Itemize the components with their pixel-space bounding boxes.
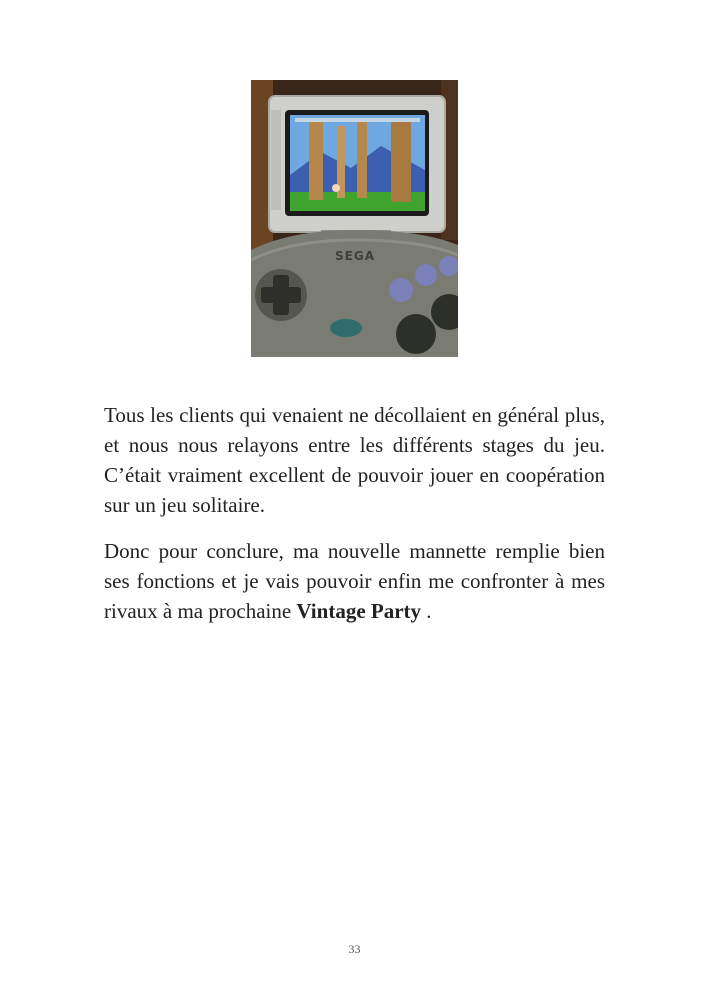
console-controller-photo [251, 80, 458, 357]
page-number: 33 [348, 942, 361, 956]
paragraph-2-text: Donc pour conclure, ma nouvelle mannette remplie bien ses fonctions et je vais pouvoir enfin me confronter à mes rivaux à ma prochaine [104, 539, 605, 623]
paragraph-2-end: . [421, 599, 432, 623]
paragraph-1: Tous les clients qui venaient ne décollaient en général plus, et nous nous relayons entre les différents stages du jeu. C’était vraiment excellent de pouvoir jouer en coopération sur un jeu solitaire. [104, 403, 605, 517]
paragraph-2 [104, 536, 605, 626]
svg-text:SEGA: SEGA [335, 249, 375, 263]
event-name: Vintage Party [296, 599, 422, 623]
body-text [104, 400, 605, 642]
